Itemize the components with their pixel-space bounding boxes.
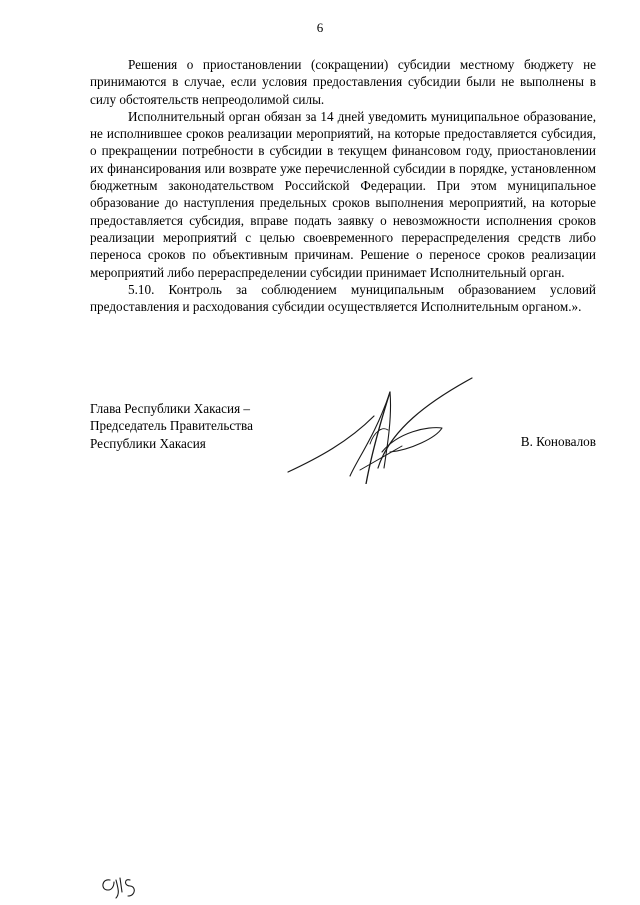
signatory-title-line: Республики Хакасия bbox=[90, 435, 206, 451]
signatory-name: В. Коновалов bbox=[520, 434, 596, 449]
signatory-title bbox=[90, 400, 253, 452]
handwritten-initials bbox=[96, 868, 144, 900]
handwritten-signature bbox=[278, 372, 478, 484]
signatory-title-line: Глава Республики Хакасия – bbox=[90, 401, 251, 416]
paragraph: Решения о приостановлении (сокращении) субсидии местному бюджету не принимаются в случае, если условия предоставления субсидии были не выполнены в силу обстоятельств непреодолимой силы. bbox=[90, 57, 596, 107]
paragraph: 5.10. Контроль за соблюдением муниципальным образованием условий предоставления и расходования субсидии осуществляется Исполнительным органом.». bbox=[90, 281, 596, 315]
paragraph: Исполнительный орган обязан за 14 дней уведомить муниципальное образование, не исполнившее сроков реализации мероприятий, на которые предоставляется субсидия, о прекращении потребности в субсидии в текущем финансовом году, приостановлении их финансирования или возврате уже перечисленной субсидии в порядке, установленном бюджетным законодательством Российской Федерации. При этом муниципальное образование до наступления предельных сроков выполнения мероприятий, на которые предоставляется субсидия, вправе подать заявку о невозможности исполнения сроков реализации мероприятий с целью своевременного перераспределения средств либо переноса сроков по объективным причинам. Решение о переносе сроков реализации мероприятий либо перераспределении субсидии принимает Исполнительный орган. bbox=[90, 108, 596, 280]
signatory-title-line: Председатель Правительства bbox=[90, 418, 253, 434]
document-body bbox=[90, 56, 596, 315]
page-number: 6 bbox=[316, 20, 324, 35]
